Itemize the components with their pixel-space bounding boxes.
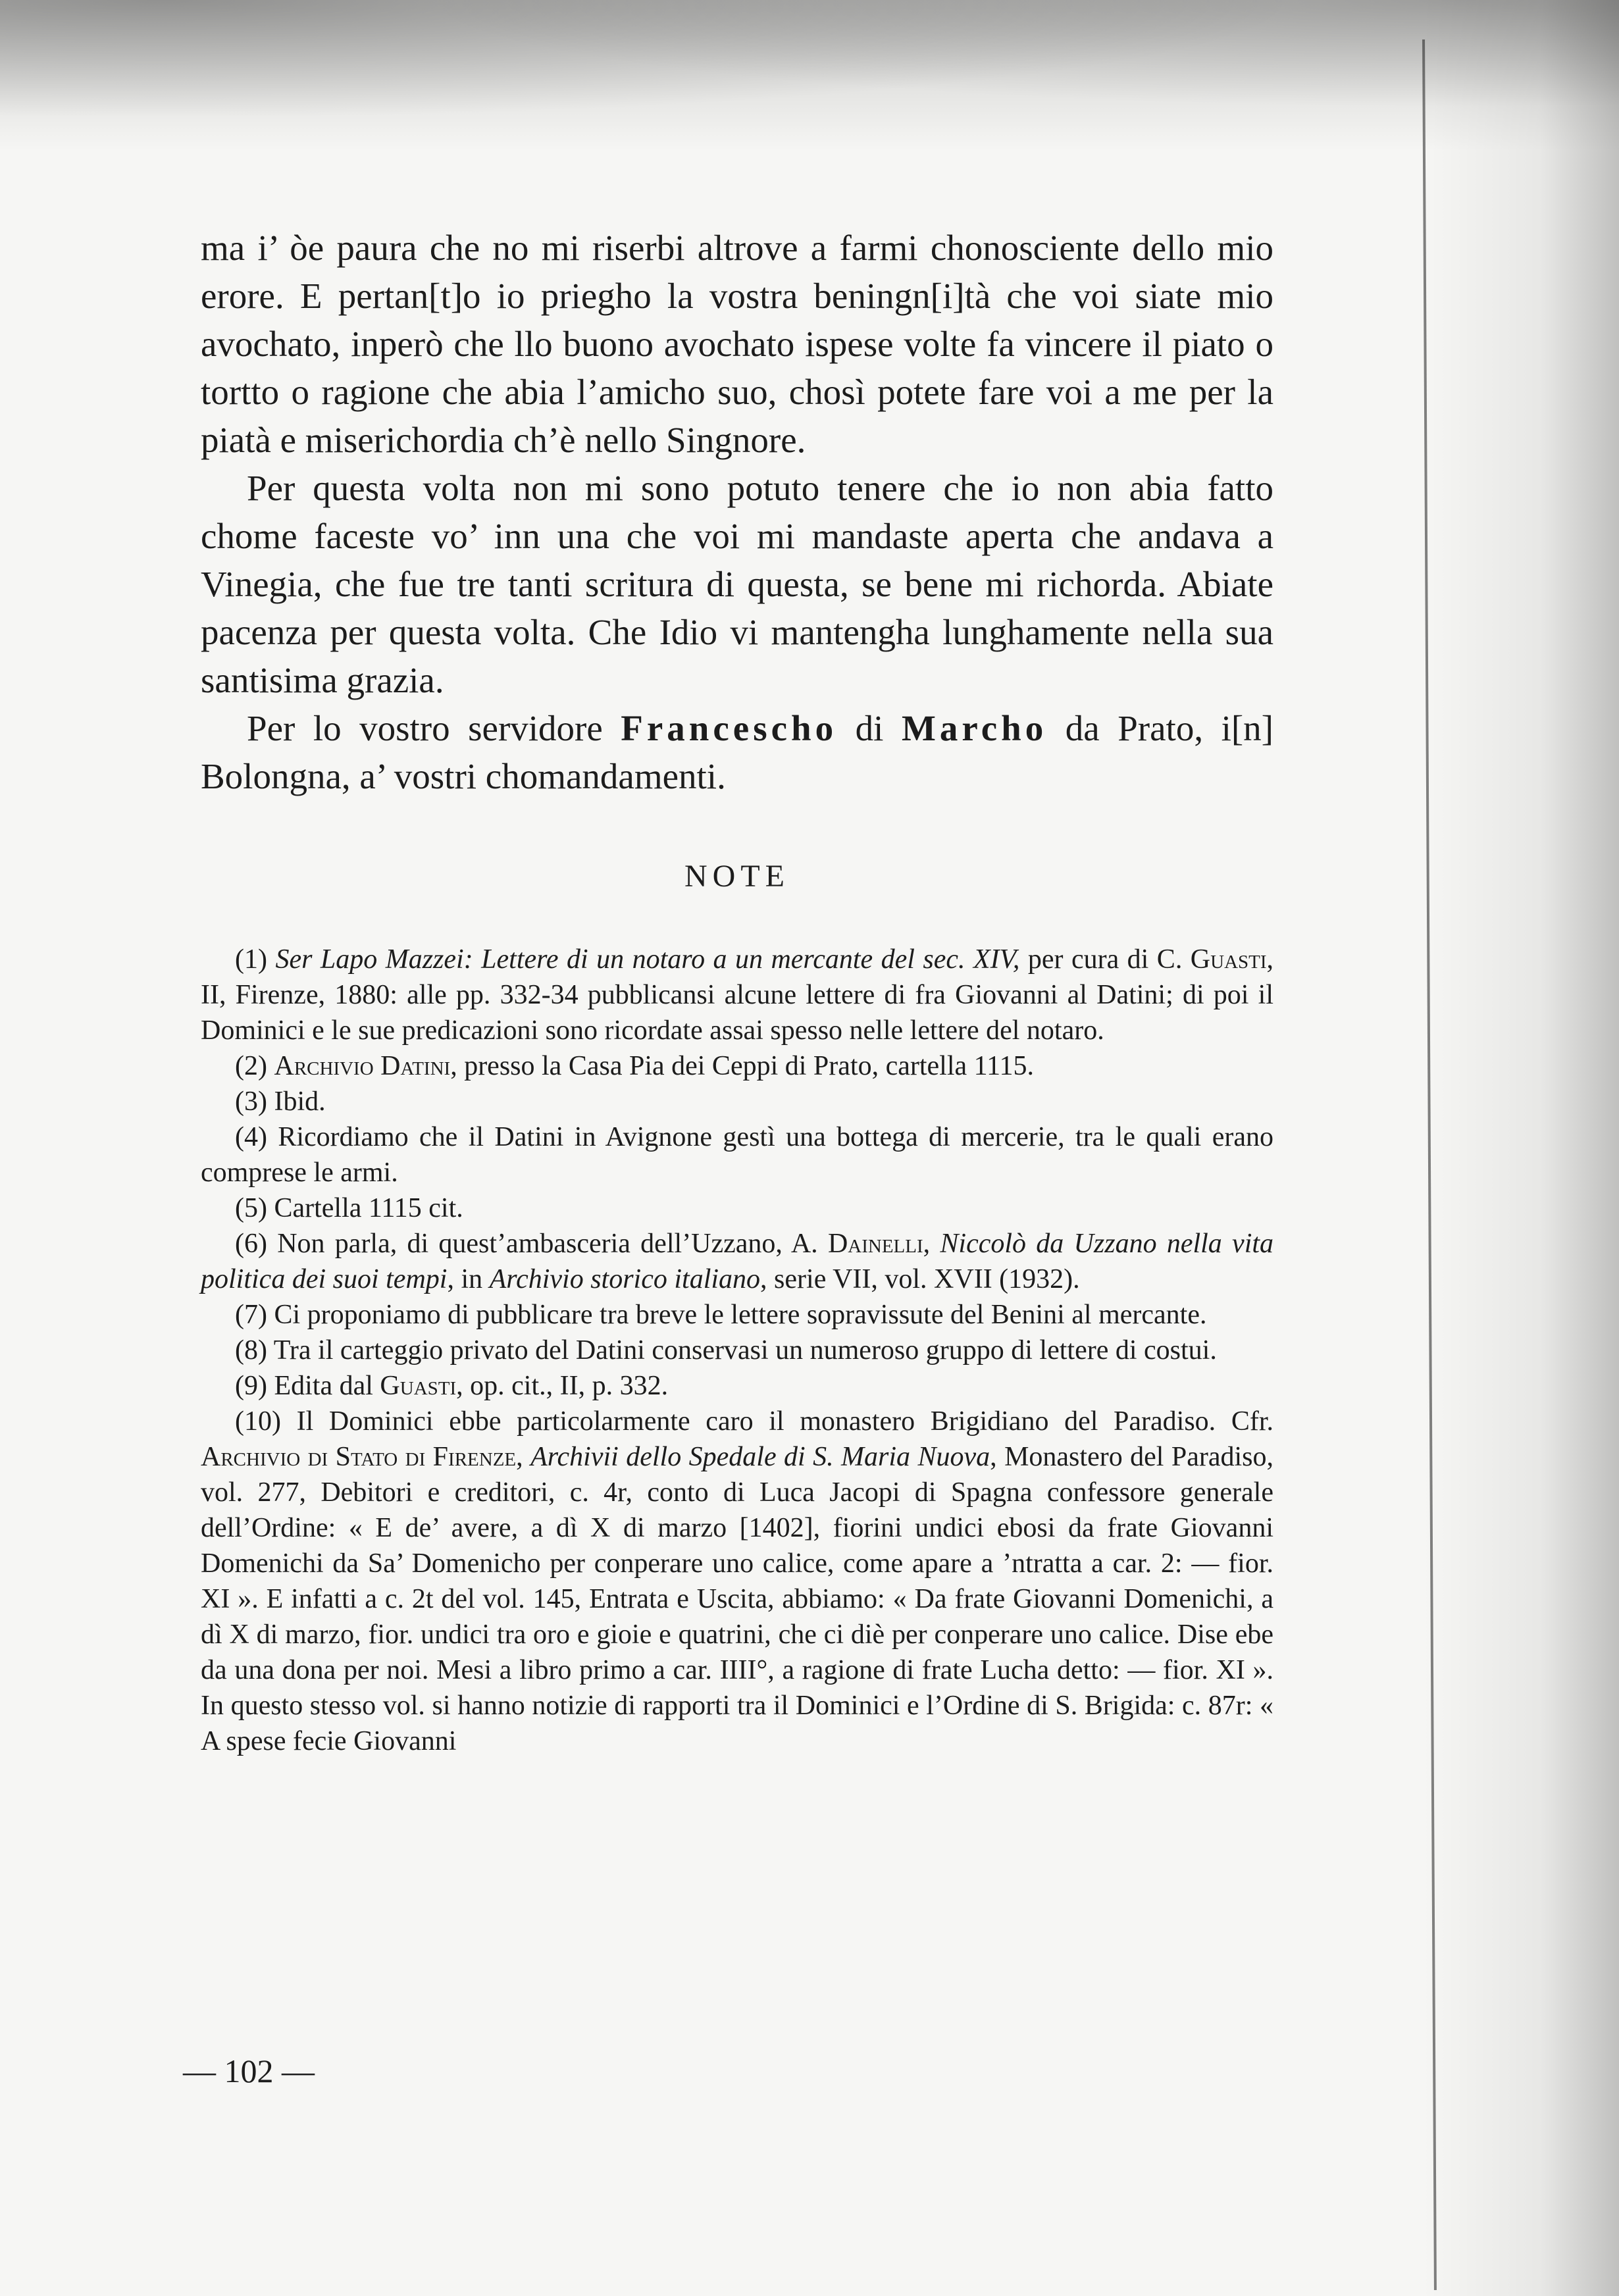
note-2-number: (2)	[235, 1051, 267, 1081]
note-1-text: , II, Firenze, 1880: alle pp. 332-34 pubblicansi alcune lettere di fra Giovanni al Datini; di poi il Dominici e le sue predicazioni sono ricordate assai spesso nelle lettere del notaro.	[201, 944, 1274, 1046]
note-2-text: , presso la Casa Pia dei Ceppi di Prato, cartella 1115.	[450, 1051, 1035, 1081]
note-6-pre: (6) Non parla, di quest’ambasceria dell’Uzzano, A.	[235, 1229, 818, 1259]
letter-text	[201, 224, 1273, 800]
note-1-title: Ser Lapo Mazzei: Lettere di un notaro a un mercante del sec. XIV,	[275, 944, 1020, 975]
note-10-pre: (10) Il Dominici ebbe particolarmente caro il monastero Brigidiano del Paradiso. Cfr.	[235, 1406, 1273, 1437]
note-6-author: Dainelli	[827, 1229, 923, 1259]
signature-preamble: Per lo vostro servidore	[247, 708, 603, 748]
note-1-number: (1)	[235, 944, 267, 975]
note-1-author: Guasti	[1190, 944, 1267, 975]
note-6-title: Niccolò da Uzzano nella vita politica dei suoi tempi	[201, 1229, 1274, 1294]
note-1	[201, 942, 1273, 1048]
footnotes	[201, 942, 1273, 1759]
note-6-in: , in	[447, 1264, 483, 1294]
letter-paragraph-1: ma i’ òe paura che no mi riserbi altrove a farmi chonosciente dello mio erore. E pertan[t]o io priegho la vostra beningn[i]tà che voi siate mio avochato, inperò che llo buono avochato ispese volte fa vincere il piato o tortto o ragione che abia l’amicho suo, chosì potete fare voi a me per la piatà e miserichordia ch’è nello Singnore.	[201, 228, 1273, 460]
note-10-text: , Monastero del Paradiso, vol. 277, Debitori e creditori, c. 4r, conto di Luca Jacopi di Spagna confessore generale dell’Ordine: « E de’ avere, a dì X di marzo [1402], fiorini undici ebosi da frate Giovanni Domenichi da Sa’ Domenicho per conperare uno calice, come apare a ’ntratta a car. 2: — fior. XI ». E infatti a c. 2t del vol. 145, Entrata e Uscita, abbiamo: « Da frate Giovanni Domenichi, a dì X di marzo, fior. undici tra oro e gioie e quatrini, che ci diè per conperare uno calice. Dise ebe da una dona per noi. Mesi a libro primo a car. IIII°, a ragione di frate Lucha detto: — fior. XI ». In questo stesso vol. si hanno notizie di rapporti tra il Dominici e l’Ordine di S. Brigida: c. 87r: « A spese fecie Giovanni	[201, 1442, 1274, 1756]
page-content	[201, 224, 1273, 1759]
scan-shadow-right	[1422, 0, 1619, 2296]
note-10-title: Archivii dello Spedale di S. Maria Nuova	[530, 1442, 990, 1472]
note-6: (6) Non parla, di quest’ambasceria dell’Uzzano, A. Dainelli, Niccolò da Uzzano nella vita politica dei suoi tempi, in Archivio storico italiano, serie VII, vol. XVII (1932).	[201, 1229, 1274, 1294]
note-6-post: , serie VII, vol. XVII (1932).	[760, 1264, 1080, 1294]
note-1-pre: per cura di C.	[1027, 944, 1183, 975]
note-5: (5) Cartella 1115 cit.	[235, 1193, 463, 1223]
note-2	[201, 1048, 1273, 1084]
signature-name-second: Marcho	[901, 708, 1048, 748]
note-10: (10) Il Dominici ebbe particolarmente caro il monastero Brigidiano del Paradiso. Cfr. Archivio di Stato di Firenze, Archivii dello Spedale di S. Maria Nuova, Monastero del Paradiso, vol. 277, Debitori e creditori, c. 4r, conto di Luca Jacopi di Spagna confessore generale dell’Ordine: « E de’ avere, a dì X di marzo [1402], fiorini undici ebosi da frate Giovanni Domenichi da Sa’ Domenicho per conperare uno calice, come apare a ’ntratta a car. 2: — fior. XI ». E infatti a c. 2t del vol. 145, Entrata e Uscita, abbiamo: « Da frate Giovanni Domenichi, a dì X di marzo, fior. undici tra oro e gioie e quatrini, che ci diè per conperare uno calice. Dise ebe da una dona per noi. Mesi a libro primo a car. IIII°, a ragione di frate Lucha detto: — fior. XI ». In questo stesso vol. si hanno notizie di rapporti tra il Dominici e l’Ordine di S. Brigida: c. 87r: « A spese fecie Giovanni	[201, 1406, 1274, 1756]
signature-closing: da Prato, i[n] Bolongna, a’ vostri chomandamenti.	[201, 708, 1273, 796]
note-4: (4) Ricordiamo che il Datini in Avignone gestì una bottega di mercerie, tra le quali erano comprese le armi.	[201, 1122, 1273, 1188]
scan-shadow-top	[0, 0, 1619, 151]
note-7: (7) Ci proponiamo di pubblicare tra breve le lettere sopravissute del Benini al mercante.	[235, 1300, 1207, 1330]
page-number: — 102 —	[183, 2053, 315, 2089]
note-2-archive: Archivio Datini	[274, 1051, 451, 1081]
signature-name-first: Francescho	[621, 708, 838, 748]
note-9	[201, 1368, 1273, 1404]
letter-paragraph-2: Per questa volta non mi sono potuto tenere che io non abia fatto chome faceste vo’ inn una che voi mi mandaste aperta che andava a Vinegia, che fue tre tanti scritura di questa, se bene mi richorda. Abiate pacenza per questa volta. Che Idio vi mantengha lunghamente nella sua santisima grazia.	[201, 468, 1273, 700]
note-9-author: Guasti	[380, 1371, 457, 1401]
note-8: (8) Tra il carteggio privato del Datini conservasi un numeroso gruppo di lettere di costui.	[235, 1335, 1217, 1365]
note-10-archive: Archivio di Stato di Firenze	[201, 1442, 517, 1472]
note-6-journal: Archivio storico italiano	[489, 1264, 761, 1294]
signature-di: di	[855, 708, 884, 748]
note-9-pre: (9) Edita dal	[235, 1371, 373, 1401]
note-9-post: , op. cit., II, p. 332.	[456, 1371, 669, 1401]
note-3: (3) Ibid.	[235, 1086, 326, 1117]
letter-signature	[201, 704, 1273, 800]
notes-heading: NOTE	[684, 859, 790, 894]
